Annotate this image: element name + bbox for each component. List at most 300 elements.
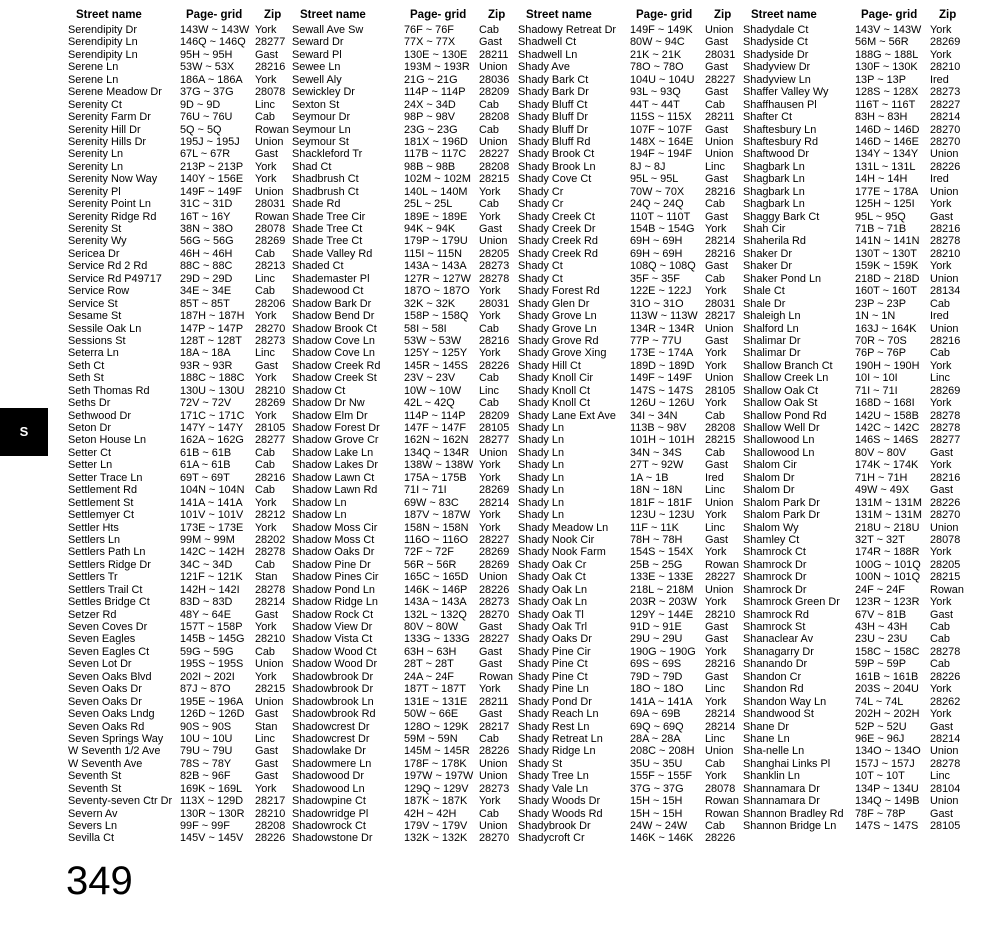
page-grid: 9D ~ 9D	[180, 98, 221, 111]
street-name: Shade Rd	[292, 198, 341, 211]
street-name: Shadwell Ct	[518, 36, 577, 49]
page-grid: 32K ~ 32K	[404, 297, 456, 310]
street-name: Shady Oak Tl	[518, 608, 584, 621]
street-name: Shaker Dr	[743, 260, 793, 273]
zip-code: Cab	[930, 633, 950, 646]
street-name: Shalom Park Dr	[743, 496, 820, 509]
page-grid: 202H ~ 202H	[855, 708, 920, 721]
zip-code: Cab	[255, 285, 275, 298]
zip-code: York	[255, 372, 277, 385]
page-grid: 80W ~ 94C	[630, 36, 685, 49]
zip-code: Gast	[930, 484, 953, 497]
zip-code: Cab	[705, 820, 725, 832]
street-name: Shadow Bend Dr	[292, 310, 375, 323]
page-grid: 67L ~ 67R	[180, 148, 231, 161]
zip-code: 28215	[930, 571, 961, 584]
zip-code: Cab	[705, 446, 725, 459]
zip-code: York	[255, 310, 277, 323]
zip-code: Gast	[705, 86, 728, 99]
zip-code: 28277	[255, 434, 286, 447]
page-grid: 142C ~ 142C	[855, 422, 920, 434]
street-name: Shadyview Dr	[743, 61, 811, 74]
street-name: Shadow Dr Nw	[292, 397, 365, 410]
zip-code: York	[930, 596, 952, 609]
street-name: Seymour Dr	[292, 111, 351, 124]
zip-code: York	[930, 546, 952, 559]
zip-code: Rowan	[255, 123, 289, 136]
page-grid: 174R ~ 188R	[855, 546, 920, 559]
page-grid: 61A ~ 61B	[180, 459, 231, 472]
page-grid: 162N ~ 162N	[404, 434, 469, 447]
page-grid: 15H ~ 15H	[630, 807, 683, 820]
street-name: Shallow Oak Ct	[743, 384, 819, 397]
zip-code: Gast	[930, 807, 953, 820]
page-grid: 78H ~ 78H	[630, 533, 683, 546]
zip-code: Cab	[255, 111, 275, 124]
zip-code: 28227	[479, 633, 510, 646]
zip-code: 28213	[255, 260, 286, 273]
street-name: Shandon Rd	[743, 683, 804, 696]
street-name: Shanagarry Dr	[743, 645, 814, 658]
page-grid: 187K ~ 187K	[404, 795, 468, 808]
zip-code: Union	[930, 272, 959, 285]
street-name: Serenity St	[68, 223, 122, 235]
street-name: Serenity Ln	[68, 148, 124, 161]
zip-code: 28226	[930, 496, 961, 509]
zip-code: Union	[930, 521, 959, 534]
zip-code: 28105	[930, 820, 961, 832]
zip-code: Gast	[255, 359, 278, 372]
page-grid: 37G ~ 37G	[180, 86, 234, 99]
street-name: Shadow Ln	[292, 509, 347, 522]
page-grid: 80V ~ 80V	[855, 446, 907, 459]
zip-code: York	[705, 695, 727, 708]
street-name: Shallowood Ln	[743, 434, 815, 447]
page-grid: 145V ~ 145V	[180, 832, 244, 845]
zip-code: York	[930, 198, 952, 211]
street-name: Shallow Well Dr	[743, 422, 820, 434]
zip-code: Union	[705, 24, 734, 36]
street-name: Service Rd P49717	[68, 272, 162, 285]
street-name: Shady Bluff Dr	[518, 123, 589, 136]
zip-code: 28212	[255, 509, 286, 522]
page-grid: 56M ~ 56R	[855, 36, 909, 49]
page-grid: 23U ~ 23U	[855, 633, 908, 646]
street-name: Shannon Bridge Ln	[743, 820, 837, 832]
page-grid: 127R ~ 127W	[404, 272, 471, 285]
page-grid: 56R ~ 56R	[404, 558, 457, 571]
zip-code: 28269	[930, 36, 961, 49]
street-name: Seton Dr	[68, 422, 111, 434]
zip-code: 28134	[930, 285, 961, 298]
zip-code: 28278	[255, 546, 286, 559]
street-name: Shady Oaks Dr	[518, 633, 592, 646]
street-name: Shackleford Tr	[292, 148, 363, 161]
street-name: Seymour St	[292, 135, 349, 148]
page-grid: 10T ~ 10T	[855, 770, 905, 783]
street-name: Shaggy Bark Ct	[743, 210, 820, 223]
zip-code: Cab	[479, 322, 499, 335]
street-name: Settler Hts	[68, 521, 119, 534]
zip-code: Union	[479, 235, 508, 248]
street-name: Shandon Cr	[743, 670, 802, 683]
zip-code: York	[705, 509, 727, 522]
page-grid: 32T ~ 32T	[855, 533, 905, 546]
page-grid: 194F ~ 194F	[630, 148, 693, 161]
street-name: Shady Grove Rd	[518, 334, 599, 347]
zip-code: 28031	[479, 297, 510, 310]
street-name: Shady Ln	[518, 496, 565, 509]
page-grid: 133G ~ 133G	[404, 633, 470, 646]
page-grid: 87J ~ 87O	[180, 683, 231, 696]
street-name: Shady Ln	[518, 459, 565, 472]
zip-code: 28031	[705, 297, 736, 310]
zip-code: York	[255, 496, 277, 509]
street-name: Shamrock Dr	[743, 583, 807, 596]
street-name: Shalimar Dr	[743, 347, 801, 360]
page-grid: 1A ~ 1B	[630, 471, 669, 484]
page-grid: 128O ~ 129K	[404, 720, 469, 733]
zip-code: Rowan	[705, 558, 739, 571]
zip-code: Gast	[479, 645, 502, 658]
street-name: Shanklin Ln	[743, 770, 800, 783]
zip-code: Union	[479, 446, 508, 459]
zip-code: Stan	[255, 720, 278, 733]
page-grid: 85T ~ 85T	[180, 297, 230, 310]
street-name: Shadow Cove Ln	[292, 347, 375, 360]
page-grid: 181X ~ 196D	[404, 135, 468, 148]
page-grid: 13P ~ 13P	[855, 73, 906, 86]
zip-code: Gast	[705, 260, 728, 273]
zip-code: Cab	[705, 98, 725, 111]
street-name: Settlers Tr	[68, 571, 118, 584]
page-grid: 154B ~ 154G	[630, 223, 695, 235]
zip-code: Gast	[705, 533, 728, 546]
street-name: Shady Ct	[518, 260, 563, 273]
zip-code: 28269	[255, 397, 286, 410]
page-grid: 126U ~ 126U	[630, 397, 695, 410]
street-name-header: Street name	[300, 9, 366, 21]
page-grid: 141N ~ 141N	[855, 235, 920, 248]
zip-code: York	[255, 73, 277, 86]
street-name: Shadowlake Dr	[292, 745, 366, 758]
page-grid: 31O ~ 31O	[630, 297, 684, 310]
page-grid: 147Y ~ 147Y	[180, 422, 244, 434]
page-number: 349	[66, 859, 133, 903]
street-name: Sha-nelle Ln	[743, 745, 805, 758]
page-grid: 93L ~ 93Q	[630, 86, 681, 99]
street-name: Serene Meadow Dr	[68, 86, 162, 99]
zip-code: 28278	[930, 422, 961, 434]
page-grid: 23V ~ 23V	[404, 372, 456, 385]
zip-code: Cab	[255, 484, 275, 497]
zip-code: 28226	[255, 832, 286, 845]
page-grid: 28A ~ 28A	[630, 732, 681, 745]
page-grid: 134P ~ 134U	[855, 782, 919, 795]
page-grid: 21K ~ 21K	[630, 48, 682, 61]
street-name: Shamrock Dr	[743, 558, 807, 571]
page-grid: 53W ~ 53W	[404, 334, 462, 347]
street-name: Shamrock Rd	[743, 608, 809, 621]
zip-code: 28210	[930, 61, 961, 74]
street-name: Shadydale Ct	[743, 24, 809, 36]
street-name: Shadow Forest Dr	[292, 422, 380, 434]
page-grid: 218U ~ 218U	[855, 521, 920, 534]
street-name: Shadowmere Ln	[292, 757, 372, 770]
zip-code: York	[479, 347, 501, 360]
page-grid: 130F ~ 130K	[855, 61, 918, 74]
street-name: Shaftesbury Ln	[743, 123, 817, 136]
street-name: Shalom Wy	[743, 521, 799, 534]
zip-code: Cab	[255, 558, 275, 571]
page-grid: 171C ~ 171C	[180, 409, 245, 422]
street-name: Shadowood Ln	[292, 782, 365, 795]
street-name: Shadow Elm Dr	[292, 409, 368, 422]
page-grid: 29U ~ 29U	[630, 633, 683, 646]
zip-code: Union	[255, 695, 284, 708]
zip-code: 28269	[479, 484, 510, 497]
page-grid: 128T ~ 128T	[180, 334, 242, 347]
page-grid: 101H ~ 101H	[630, 434, 695, 447]
page-grid: 122E ~ 122J	[630, 285, 692, 298]
page-grid: 168D ~ 168I	[855, 397, 915, 410]
zip-code: York	[479, 459, 501, 472]
zip-code: 28211	[479, 48, 509, 61]
street-name: Shadow Bark Dr	[292, 297, 372, 310]
street-name: Shady Creek Dr	[518, 223, 596, 235]
page-grid: 134R ~ 134R	[630, 322, 695, 335]
street-name: Shaded Ct	[292, 260, 344, 273]
street-name: Seven Eagles Ct	[68, 645, 150, 658]
zip-code: Cab	[479, 372, 499, 385]
page-grid: 18A ~ 18A	[180, 347, 231, 360]
page-grid: 77X ~ 77X	[404, 36, 456, 49]
zip-code: Union	[705, 135, 734, 148]
street-name: Shady Cr	[518, 198, 564, 211]
street-name: Seven Oaks Lndg	[68, 708, 155, 721]
zip-code: York	[705, 770, 727, 783]
zip-code: 28216	[705, 247, 736, 260]
zip-code: Cab	[479, 24, 499, 36]
street-name: Seventh St	[68, 770, 122, 783]
street-name: Seth St	[68, 372, 104, 385]
street-name: Shagbark Ln	[743, 185, 805, 198]
street-name: Shadowcrest Dr	[292, 720, 370, 733]
page-grid: 149F ~ 149K	[630, 24, 693, 36]
street-name: Shadow Wood Dr	[292, 658, 378, 671]
zip-code: Gast	[705, 36, 728, 49]
street-name: Seven Oaks Rd	[68, 720, 145, 733]
street-name: W Seventh 1/2 Ave	[68, 745, 161, 758]
street-name: Shady Bluff Rd	[518, 135, 591, 148]
zip-code: 28270	[479, 832, 510, 845]
zip-code: 28217	[705, 310, 736, 323]
zip-code: Gast	[705, 61, 728, 74]
zip-code: 28205	[479, 247, 510, 260]
zip-code: Gast	[705, 123, 728, 136]
page-grid: 15H ~ 15H	[630, 795, 683, 808]
zip-code: Union	[930, 322, 959, 335]
page-grid: 129Q ~ 129V	[404, 782, 469, 795]
street-name: Shady Rest Ln	[518, 720, 590, 733]
page-grid: 83H ~ 83H	[855, 111, 908, 124]
page-grid: 104U ~ 104U	[630, 73, 695, 86]
page-grid: 110T ~ 110T	[630, 210, 691, 223]
zip-code: York	[705, 397, 727, 410]
street-name: Shaffhausen Pl	[743, 98, 817, 111]
page-grid: 69A ~ 69B	[630, 708, 681, 721]
street-name: Shadow Pond Ln	[292, 583, 375, 596]
street-name: Shady Ln	[518, 484, 565, 497]
page-grid: 158N ~ 158N	[404, 521, 469, 534]
zip-code: 28273	[930, 86, 961, 99]
page-grid: 134Q ~ 134R	[404, 446, 470, 459]
street-name: Sericea Dr	[68, 247, 120, 260]
street-name-header: Street name	[751, 9, 817, 21]
zip-code: 28208	[479, 111, 510, 124]
page-grid: 37G ~ 37G	[630, 782, 684, 795]
page-grid: 143V ~ 143W	[855, 24, 922, 36]
zip-code: Union	[255, 185, 284, 198]
page-grid: 35U ~ 35U	[630, 757, 683, 770]
street-name: Shadwell Ln	[518, 48, 578, 61]
zip-code: Linc	[705, 683, 725, 696]
page-grid: 71H ~ 71H	[855, 471, 908, 484]
page-grid: 61B ~ 61B	[180, 446, 232, 459]
zip-code: Gast	[255, 757, 278, 770]
zip-code: 28226	[479, 359, 510, 372]
street-name: Shady Pine Ct	[518, 670, 588, 683]
page-grid: 187T ~ 187T	[404, 683, 466, 696]
page-grid: 5Q ~ 5Q	[180, 123, 222, 136]
page-grid: 131L ~ 131L	[855, 160, 916, 173]
street-name: Shady St	[518, 757, 563, 770]
street-name: Shady Meadow Ln	[518, 521, 609, 534]
street-name: Shadow Moss Cir	[292, 521, 378, 534]
zip-code: Gast	[479, 223, 502, 235]
page-grid: 74L ~ 74L	[855, 695, 904, 708]
zip-code: 28210	[255, 633, 286, 646]
page-grid: 131M ~ 131M	[855, 509, 922, 522]
zip-code: Rowan	[705, 795, 739, 808]
page-grid: 69T ~ 69T	[180, 471, 230, 484]
zip-code: Cab	[930, 297, 950, 310]
zip-code: 28217	[255, 795, 286, 808]
zip-code: York	[930, 397, 952, 410]
street-name: Shadow Ln	[292, 496, 347, 509]
page-grid: 44T ~ 44T	[630, 98, 680, 111]
page-grid: 132L ~ 132Q	[404, 608, 467, 621]
street-name: Serenity Point Ln	[68, 198, 151, 211]
zip-code: 28227	[705, 571, 736, 584]
street-name: Shanghai Links Pl	[743, 757, 831, 770]
page-grid: 69H ~ 69H	[630, 247, 683, 260]
zip-code: York	[255, 670, 277, 683]
page-grid: 189E ~ 189E	[404, 210, 468, 223]
street-name: Shadow Ct	[292, 384, 346, 397]
page-grid: 34E ~ 34E	[180, 285, 232, 298]
street-name: Shadow Creek St	[292, 372, 377, 385]
page-grid: 90S ~ 90S	[180, 720, 232, 733]
street-name: Sessions St	[68, 334, 126, 347]
street-name: Shaftesbury Rd	[743, 135, 819, 148]
page-grid: 148X ~ 164E	[630, 135, 694, 148]
street-name: Settlement St	[68, 496, 134, 509]
page-grid: 43H ~ 43H	[855, 621, 908, 633]
page-grid: 188G ~ 188L	[855, 48, 919, 61]
page-grid: 123U ~ 123U	[630, 509, 695, 522]
zip-code: Gast	[255, 708, 278, 721]
street-name: Shady Ridge Ln	[518, 745, 596, 758]
page-grid: 115S ~ 115X	[630, 111, 692, 124]
street-name: Serendipity Ln	[68, 36, 138, 49]
page-grid: 165C ~ 165D	[404, 571, 469, 584]
page-grid: 52P ~ 52U	[855, 720, 907, 733]
zip-code: Ired	[705, 471, 724, 484]
street-name: Shadowy Retreat Dr	[518, 24, 617, 36]
street-name: Settlers Ln	[68, 533, 121, 546]
zip-code: Cab	[255, 459, 275, 472]
street-name: Shadow Rock Ct	[292, 608, 374, 621]
page-grid: 10W ~ 10W	[404, 384, 462, 397]
zip-code: 28273	[255, 334, 286, 347]
page-grid: 131M ~ 131M	[855, 496, 922, 509]
zip-code: Linc	[255, 272, 275, 285]
page-grid: 146Q ~ 146Q	[180, 36, 246, 49]
street-name: Shady Pine Cir	[518, 645, 591, 658]
zip-code: Union	[705, 148, 734, 161]
zip-code: Union	[705, 496, 734, 509]
zip-code: 28205	[930, 558, 961, 571]
street-name: Shadybrook Dr	[518, 820, 591, 832]
page-grid: 155F ~ 155F	[630, 770, 693, 783]
zip-code: Linc	[255, 347, 275, 360]
street-name: Shane Dr	[743, 720, 790, 733]
street-name: Shanando Dr	[743, 658, 808, 671]
zip-code: 28202	[255, 533, 286, 546]
zip-code: Linc	[705, 521, 725, 534]
page-grid: 69S ~ 69S	[630, 658, 682, 671]
zip-code: York	[255, 621, 277, 633]
page-grid: 121F ~ 121K	[180, 571, 243, 584]
zip-code: York	[930, 260, 952, 273]
page-grid: 133E ~ 133E	[630, 571, 694, 584]
street-name: Shagbark Ln	[743, 198, 805, 211]
page-grid: 71B ~ 71B	[855, 223, 907, 235]
page-grid: 76U ~ 76U	[180, 111, 233, 124]
zip-code: 28278	[930, 409, 961, 422]
street-name: Seward Pl	[292, 48, 342, 61]
zip-code: Rowan	[255, 210, 289, 223]
zip-code: Gast	[255, 745, 278, 758]
zip-code: 28078	[255, 223, 286, 235]
zip-code: 28270	[930, 135, 961, 148]
page-grid: 140Y ~ 156E	[180, 173, 244, 186]
page-grid: 197W ~ 197W	[404, 770, 474, 783]
street-name: Shanaclear Av	[743, 633, 814, 646]
street-name: Serendipity Ln	[68, 48, 138, 61]
zip-code: Cab	[705, 272, 725, 285]
street-name: Shady Vale Ln	[518, 782, 589, 795]
zip-code: 28214	[479, 496, 510, 509]
page-grid: 125Y ~ 125Y	[404, 347, 468, 360]
page-grid: 95H ~ 95H	[180, 48, 233, 61]
zip-header: Zip	[264, 9, 282, 21]
zip-code: 28208	[479, 160, 510, 173]
page-grid: 143A ~ 143A	[404, 260, 467, 273]
street-name: Seton House Ln	[68, 434, 147, 447]
page-grid: 94K ~ 94K	[404, 223, 456, 235]
